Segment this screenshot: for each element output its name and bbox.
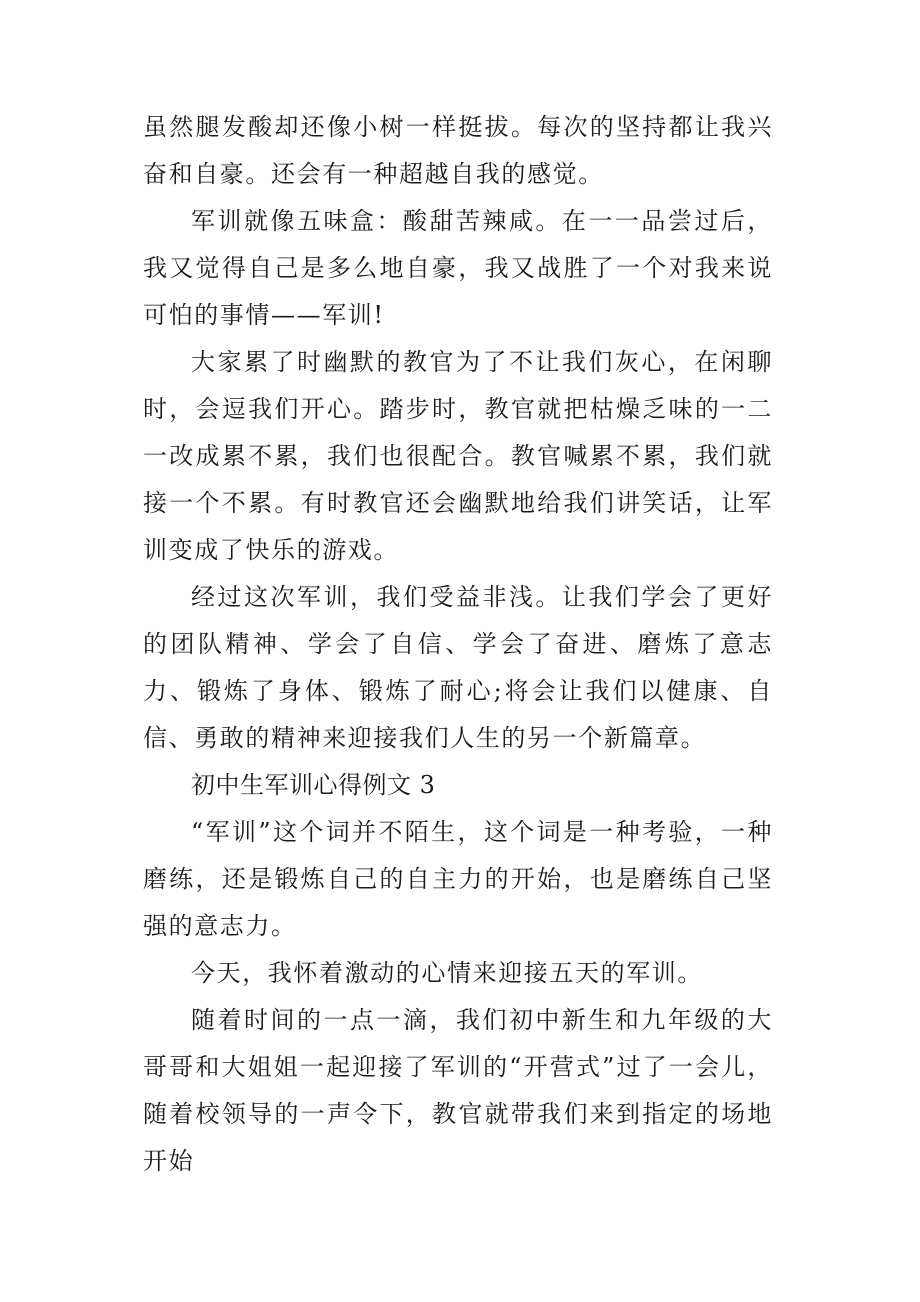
document-body — [143, 104, 773, 1185]
paragraph-6: 今天，我怀着激动的心情来迎接五天的军训。 — [191, 959, 703, 987]
paragraph-4: 经过这次军训，我们受益非浅。让我们学会了更好的团队精神、学会了自信、学会了奋进、磨炼了意志力、锻炼了身体、锻炼了耐心;将会让我们以健康、自信、勇敢的精神来迎接我们人生的另一个新篇章。 — [143, 583, 773, 752]
section-heading: 初中生军训心得例文 3 — [191, 771, 436, 799]
paragraph-1: 虽然腿发酸却还像小树一样挺拔。每次的坚持都让我兴奋和自豪。还会有一种超越自我的感觉。 — [143, 113, 773, 188]
paragraph-5: “军训”这个词并不陌生，这个词是一种考验，一种磨练，还是锻炼自己的自主力的开始，也是磨练自己坚强的意志力。 — [143, 818, 773, 940]
paragraph-3: 大家累了时幽默的教官为了不让我们灰心，在闲聊时，会逗我们开心。踏步时，教官就把枯燥乏味的一二一改成累不累，我们也很配合。教官喊累不累，我们就接一个不累。有时教官还会幽默地给我们讲笑话，让军训变成了快乐的游戏。 — [143, 348, 773, 564]
paragraph-2: 军训就像五味盒：酸甜苦辣咸。在一一品尝过后，我又觉得自己是多么地自豪，我又战胜了一个对我来说可怕的事情——军训! — [143, 207, 773, 329]
paragraph-7: 随着时间的一点一滴，我们初中新生和九年级的大哥哥和大姐姐一起迎接了军训的“开营式”过了一会儿，随着校领导的一声令下，教官就带我们来到指定的场地开始 — [143, 1006, 773, 1175]
